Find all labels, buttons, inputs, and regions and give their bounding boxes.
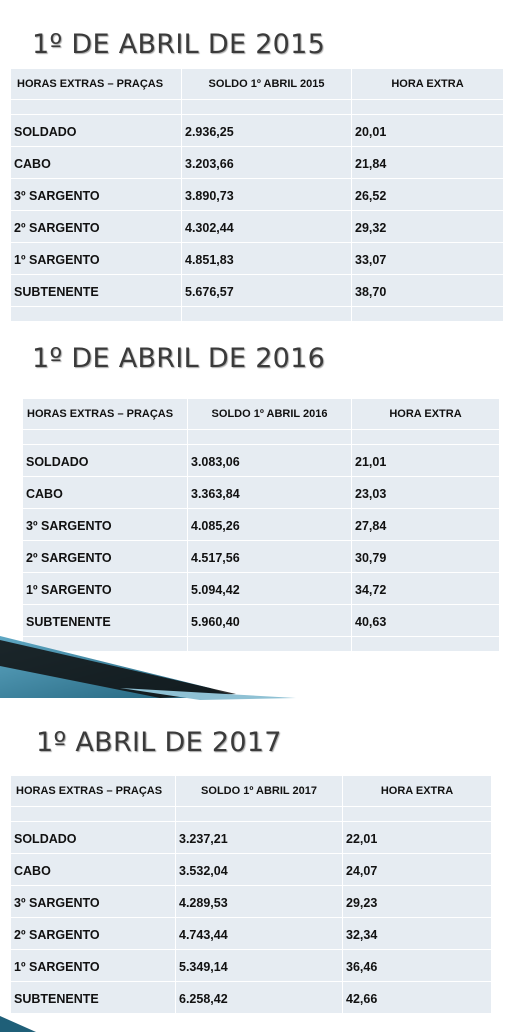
- hora-extra-cell: 42,66: [343, 982, 492, 1014]
- hora-extra-cell: 29,32: [352, 211, 504, 243]
- hora-extra-cell: 24,07: [343, 854, 492, 886]
- table-2017-container: [10, 775, 491, 1014]
- soldo-cell: 6.258,42: [176, 982, 343, 1014]
- hora-extra-cell: 34,72: [352, 573, 500, 605]
- rank-cell: SUBTENENTE: [23, 605, 188, 637]
- title-2017: 1º ABRIL DE 2017: [36, 727, 282, 758]
- soldo-cell: 4.517,56: [188, 541, 352, 573]
- soldo-cell: 3.890,73: [182, 179, 352, 211]
- table-2016-container: [22, 398, 499, 652]
- header-category: HORAS EXTRAS – PRAÇAS: [11, 69, 182, 100]
- rank-cell: 1º SARGENTO: [23, 573, 188, 605]
- rank-cell: SUBTENENTE: [11, 982, 176, 1014]
- header-soldo: SOLDO 1º ABRIL 2015: [182, 69, 352, 100]
- rank-cell: CABO: [23, 477, 188, 509]
- hora-extra-cell: 33,07: [352, 243, 504, 275]
- soldo-cell: 4.743,44: [176, 918, 343, 950]
- soldo-cell: 3.083,06: [188, 445, 352, 477]
- header-soldo: SOLDO 1º ABRIL 2016: [188, 399, 352, 430]
- header-hora-extra: HORA EXTRA: [352, 399, 500, 430]
- rank-cell: 1º SARGENTO: [11, 243, 182, 275]
- table-row: [23, 541, 500, 573]
- corner-accent: [0, 1014, 40, 1032]
- hora-extra-cell: 26,52: [352, 179, 504, 211]
- table-row: [11, 211, 504, 243]
- table-2015-container: [10, 68, 503, 322]
- header-category: HORAS EXTRAS – PRAÇAS: [11, 776, 176, 807]
- table-row: [23, 573, 500, 605]
- rank-cell: CABO: [11, 147, 182, 179]
- salary-table-2016: [22, 398, 500, 652]
- table-row: [23, 605, 500, 637]
- hora-extra-cell: 40,63: [352, 605, 500, 637]
- soldo-cell: 5.676,57: [182, 275, 352, 307]
- soldo-cell: 4.085,26: [188, 509, 352, 541]
- table-row: [11, 275, 504, 307]
- spacer-row: [11, 100, 504, 115]
- hora-extra-cell: 38,70: [352, 275, 504, 307]
- table-row: [11, 822, 492, 854]
- decorative-ribbon: [0, 636, 300, 700]
- header-hora-extra: HORA EXTRA: [343, 776, 492, 807]
- table-row: [23, 477, 500, 509]
- salary-table-2015: [10, 68, 504, 322]
- soldo-cell: 3.237,21: [176, 822, 343, 854]
- hora-extra-cell: 29,23: [343, 886, 492, 918]
- soldo-cell: 5.094,42: [188, 573, 352, 605]
- hora-extra-cell: 21,84: [352, 147, 504, 179]
- hora-extra-cell: 32,34: [343, 918, 492, 950]
- table-row: [11, 886, 492, 918]
- title-2015: 1º DE ABRIL DE 2015: [32, 29, 326, 60]
- rank-cell: 3º SARGENTO: [11, 886, 176, 918]
- soldo-cell: 3.532,04: [176, 854, 343, 886]
- soldo-cell: 4.302,44: [182, 211, 352, 243]
- hora-extra-cell: 27,84: [352, 509, 500, 541]
- soldo-cell: 4.289,53: [176, 886, 343, 918]
- table-row: [23, 445, 500, 477]
- table-row: [11, 147, 504, 179]
- rank-cell: SOLDADO: [23, 445, 188, 477]
- rank-cell: 2º SARGENTO: [23, 541, 188, 573]
- soldo-cell: 3.203,66: [182, 147, 352, 179]
- rank-cell: CABO: [11, 854, 176, 886]
- spacer-row: [11, 307, 504, 322]
- spacer-row: [11, 807, 492, 822]
- spacer-row: [23, 430, 500, 445]
- rank-cell: 3º SARGENTO: [11, 179, 182, 211]
- title-2016: 1º DE ABRIL DE 2016: [32, 343, 326, 374]
- rank-cell: 3º SARGENTO: [23, 509, 188, 541]
- soldo-cell: 3.363,84: [188, 477, 352, 509]
- hora-extra-cell: 22,01: [343, 822, 492, 854]
- table-row: [11, 982, 492, 1014]
- header-row: [11, 69, 504, 100]
- hora-extra-cell: 23,03: [352, 477, 500, 509]
- table-row: [11, 115, 504, 147]
- table-row: [11, 950, 492, 982]
- table-row: [11, 854, 492, 886]
- salary-table-2017: [10, 775, 492, 1014]
- soldo-cell: 5.960,40: [188, 605, 352, 637]
- soldo-cell: 5.349,14: [176, 950, 343, 982]
- rank-cell: SOLDADO: [11, 822, 176, 854]
- hora-extra-cell: 20,01: [352, 115, 504, 147]
- hora-extra-cell: 21,01: [352, 445, 500, 477]
- rank-cell: SOLDADO: [11, 115, 182, 147]
- header-category: HORAS EXTRAS – PRAÇAS: [23, 399, 188, 430]
- header-soldo: SOLDO 1º ABRIL 2017: [176, 776, 343, 807]
- rank-cell: 1º SARGENTO: [11, 950, 176, 982]
- table-row: [11, 243, 504, 275]
- header-row: [23, 399, 500, 430]
- table-row: [23, 509, 500, 541]
- hora-extra-cell: 30,79: [352, 541, 500, 573]
- header-hora-extra: HORA EXTRA: [352, 69, 504, 100]
- table-row: [11, 918, 492, 950]
- soldo-cell: 2.936,25: [182, 115, 352, 147]
- header-row: [11, 776, 492, 807]
- hora-extra-cell: 36,46: [343, 950, 492, 982]
- soldo-cell: 4.851,83: [182, 243, 352, 275]
- rank-cell: 2º SARGENTO: [11, 211, 182, 243]
- table-row: [11, 179, 504, 211]
- rank-cell: SUBTENENTE: [11, 275, 182, 307]
- rank-cell: 2º SARGENTO: [11, 918, 176, 950]
